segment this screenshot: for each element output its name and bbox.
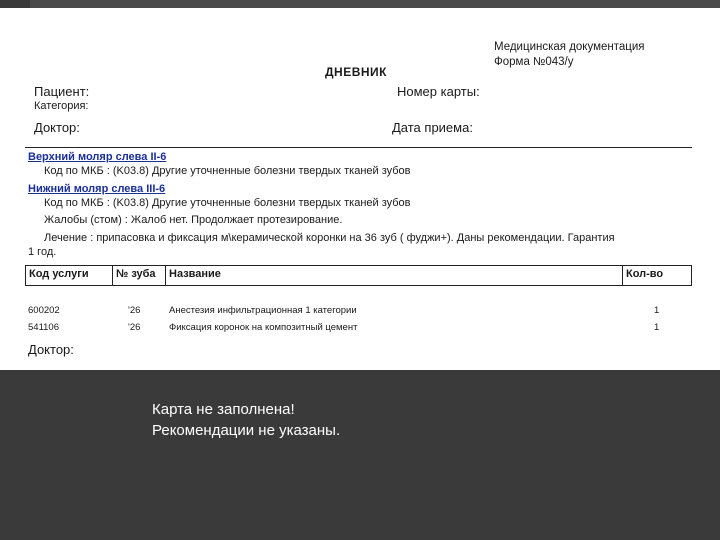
table-cell: '26 [128,305,141,316]
table-cell: Анестезия инфильтрационная 1 категории [169,305,357,316]
col-header-tooth-number: № зуба [116,268,156,280]
tooth-upper-left: Верхний моляр слева II-6 [28,151,167,163]
table-cell: 600202 [28,305,60,316]
treatment-text: Лечение : припасовка и фиксация м\керамической коронки на 36 зуб ( фуджи+). Даны рекомендации. Гарантия [44,232,615,244]
mkb-code-upper: Код по МКБ : (K03.8) Другие уточненные болезни твердых тканей зубов [44,165,411,177]
table-cell: 1 [654,305,660,316]
document-title: ДНЕВНИК [325,65,387,79]
col-header-service-code: Код услуги [29,268,89,280]
table-top-border [25,265,692,266]
table-col-border [622,265,623,285]
table-header-border [25,285,692,286]
document-page [0,8,720,370]
mkb-code-lower: Код по МКБ : (K03.8) Другие уточненные болезни твердых тканей зубов [44,197,411,209]
header-divider [25,147,692,148]
table-cell: 1 [654,322,660,333]
table-cell: '26 [128,322,141,333]
complaints-text: Жалобы (стом) : Жалоб нет. Продолжает протезирование. [44,214,343,226]
caption-line-2: Рекомендации не указаны. [152,422,341,439]
form-number: Форма №043/у [494,56,574,68]
doc-type-label: Медицинская документация [494,41,645,53]
category-label: Категория: [34,100,89,112]
doctor-label: Доктор: [34,120,80,135]
card-number-label: Номер карты: [397,84,480,99]
visit-date-label: Дата приема: [392,120,473,135]
table-cell: Фиксация коронок на композитный цемент [169,322,358,333]
caption-line-1: Карта не заполнена! [152,401,295,418]
table-col-border [691,265,692,285]
patient-label: Пациент: [34,84,90,99]
tooth-lower-left: Нижний моляр слева III-6 [28,183,166,195]
table-col-border [112,265,113,285]
treatment-text-cont: 1 год. [28,246,57,258]
col-header-quantity: Кол-во [626,268,664,280]
table-cell: 541106 [28,322,59,333]
table-col-border [25,265,26,285]
footer-doctor-label: Доктор: [28,342,74,357]
col-header-name: Название [169,268,221,280]
table-col-border [165,265,166,285]
top-strip [30,0,720,8]
